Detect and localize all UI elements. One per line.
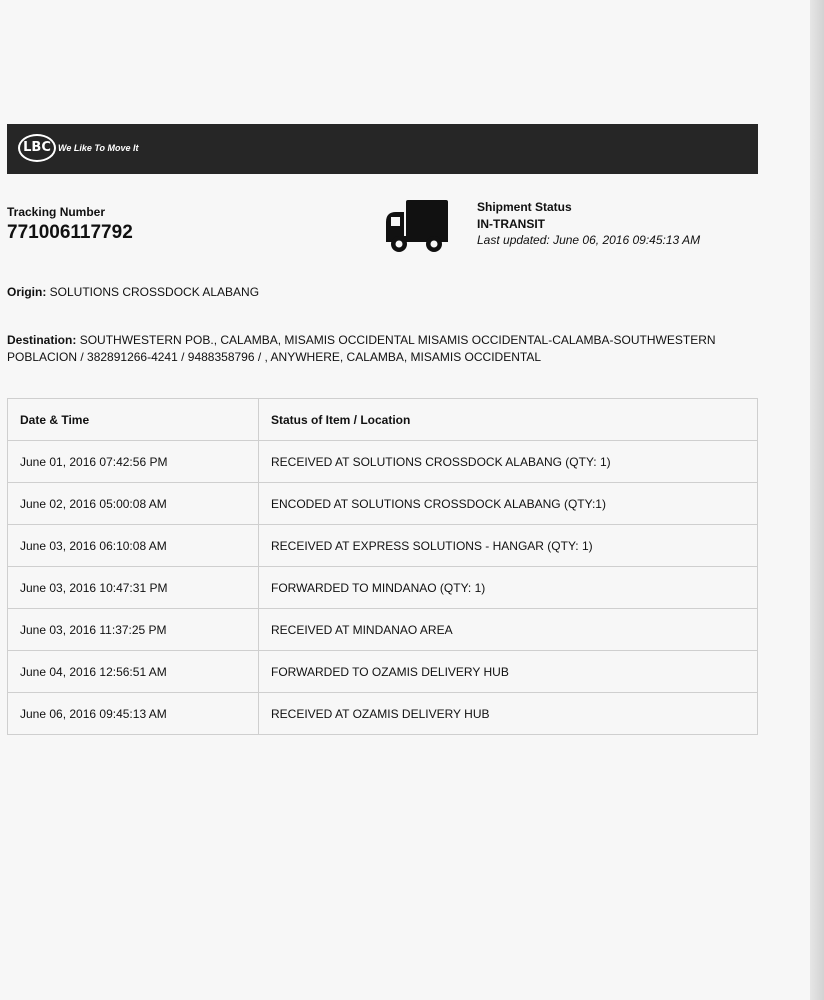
row-status: FORWARDED TO MINDANAO (QTY: 1) (259, 567, 758, 609)
row-status: ENCODED AT SOLUTIONS CROSSDOCK ALABANG (QTY:1) (259, 483, 758, 525)
table-row (8, 567, 758, 609)
origin-label: Origin: (7, 285, 47, 299)
origin-value: SOLUTIONS CROSSDOCK ALABANG (49, 285, 260, 299)
row-status: RECEIVED AT MINDANAO AREA (259, 609, 758, 651)
row-datetime: June 04, 2016 12:56:51 AM (8, 651, 259, 693)
row-datetime: June 03, 2016 11:37:25 PM (8, 609, 259, 651)
shipment-status-label: Shipment Status (477, 200, 572, 214)
table-row (8, 441, 758, 483)
table-row (8, 693, 758, 735)
destination (7, 332, 727, 366)
tracking-number: 771006117792 (7, 222, 133, 243)
row-status: RECEIVED AT SOLUTIONS CROSSDOCK ALABANG (QTY: 1) (259, 441, 758, 483)
last-updated-value: June 06, 2016 09:45:13 AM (553, 233, 701, 247)
column-header-date-time: Date & Time (8, 399, 259, 441)
last-updated (477, 233, 700, 247)
header-bar (7, 124, 758, 174)
table-row (8, 651, 758, 693)
table-row (8, 483, 758, 525)
row-datetime: June 01, 2016 07:42:56 PM (8, 441, 259, 483)
tracking-number-label: Tracking Number (7, 205, 106, 219)
row-datetime: June 03, 2016 10:47:31 PM (8, 567, 259, 609)
row-datetime: June 06, 2016 09:45:13 AM (8, 693, 259, 735)
table-header-row (8, 399, 758, 441)
row-datetime: June 03, 2016 06:10:08 AM (8, 525, 259, 567)
lbc-logo: LBC (18, 134, 56, 162)
row-status: RECEIVED AT EXPRESS SOLUTIONS - HANGAR (QTY: 1) (259, 525, 758, 567)
shipment-status-value: IN-TRANSIT (477, 217, 545, 231)
tracking-history-table (7, 398, 758, 735)
page-edge (810, 0, 824, 1000)
table-row (8, 525, 758, 567)
row-status: FORWARDED TO OZAMIS DELIVERY HUB (259, 651, 758, 693)
destination-value: SOUTHWESTERN POB., CALAMBA, MISAMIS OCCIDENTAL MISAMIS OCCIDENTAL-CALAMBA-SOUTHWESTERN POBLACION / 382891266-4241 / 9488358796 / , ANYWHERE, CALAMBA, MISAMIS OCCIDENTAL (7, 333, 716, 364)
last-updated-label: Last updated: (477, 233, 550, 247)
row-datetime: June 02, 2016 05:00:08 AM (8, 483, 259, 525)
table-row (8, 609, 758, 651)
origin (7, 285, 259, 299)
tagline: We Like To Move It (58, 143, 139, 153)
destination-label: Destination: (7, 333, 77, 347)
row-status: RECEIVED AT OZAMIS DELIVERY HUB (259, 693, 758, 735)
truck-icon (384, 200, 448, 259)
column-header-status: Status of Item / Location (259, 399, 758, 441)
